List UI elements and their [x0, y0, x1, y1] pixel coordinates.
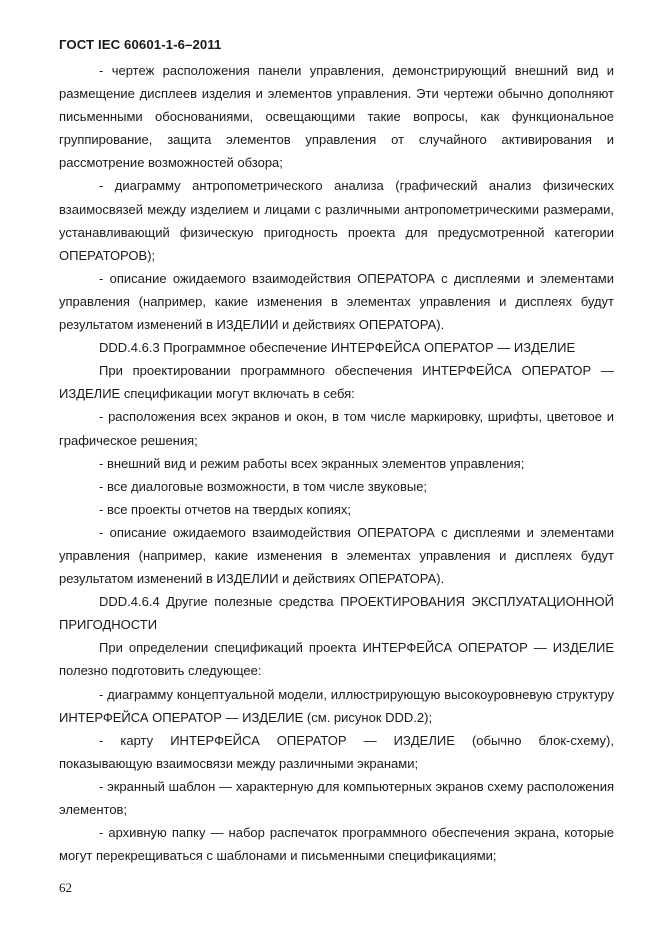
paragraph-screen-template: - экранный шаблон — характерную для компьютерных экранов схему расположения элементов;	[59, 778, 614, 817]
paragraph-anthropometric-diagram: - диаграмму антропометрического анализа (графический анализ физических взаимосвязей между изделием и лицами с различными антропометрическими размерами, устанавливающий физическую пригодность проекта для предусмотренной категории ОПЕРАТОРОВ);	[59, 178, 614, 263]
standard-header: ГОСТ IEC 60601-1-6–2011	[59, 37, 222, 52]
page-number: 62	[59, 880, 72, 895]
document-page	[59, 36, 614, 867]
paragraph-dialog-capabilities: - все диалоговые возможности, в том числе звуковые;	[99, 478, 428, 494]
paragraph-specification-intro: При определении спецификаций проекта ИНТЕРФЕЙСА ОПЕРАТОР — ИЗДЕЛИЕ полезно подготовить следующее:	[59, 640, 614, 679]
paragraph-screen-layouts: - расположения всех экранов и окон, в том числе маркировку, шрифты, цветовое и графическое решения;	[59, 409, 614, 448]
paragraph-operator-interaction-software: - описание ожидаемого взаимодействия ОПЕРАТОРА с дисплеями и элементами управления (например, какие изменения в элементах управления и дисплеях будут результатом изменений в ИЗДЕЛИИ и действиях ОПЕРАТОРА).	[59, 524, 614, 587]
paragraph-archive-folder: - архивную папку — набор распечаток программного обеспечения экрана, которые могут перекрещиваться с шаблонами и письменными спецификациями;	[59, 825, 614, 864]
paragraph-software-intro: При проектировании программного обеспечения ИНТЕРФЕЙСА ОПЕРАТОР — ИЗДЕЛИЕ спецификации могут включать в себя:	[59, 363, 614, 402]
paragraph-hardcopy-reports: - все проекты отчетов на твердых копиях;	[99, 501, 351, 517]
paragraph-interface-map: - карту ИНТЕРФЕЙСА ОПЕРАТОР — ИЗДЕЛИЕ (обычно блок-схему), показывающую взаимосвязи между различными экранами;	[59, 732, 614, 771]
paragraph-operator-interaction-hardware: - описание ожидаемого взаимодействия ОПЕРАТОРА с дисплеями и элементами управления (например, какие изменения в элементах управления и дисплеях будут результатом изменений в ИЗДЕЛИИ и действиях ОПЕРАТОРА).	[59, 270, 614, 333]
paragraph-screen-controls: - внешний вид и режим работы всех экранных элементов управления;	[99, 455, 525, 471]
section-heading-ddd-4-6-3: DDD.4.6.3 Программное обеспечение ИНТЕРФЕЙСА ОПЕРАТОР — ИЗДЕЛИЕ	[99, 340, 576, 356]
paragraph-conceptual-model: - диаграмму концептуальной модели, иллюстрирующую высокоуровневую структуру ИНТЕРФЕЙСА ОПЕРАТОР — ИЗДЕЛИЕ (см. рисунок DDD.2);	[59, 686, 614, 725]
section-heading-ddd-4-6-4: DDD.4.6.4 Другие полезные средства ПРОЕКТИРОВАНИЯ ЭКСПЛУАТАЦИОННОЙ ПРИГОДНОСТИ	[59, 594, 614, 633]
paragraph-control-panel-drawing: - чертеж расположения панели управления, демонстрирующий внешний вид и размещение дисплеев изделия и элементов управления. Эти чертежи обычно дополняют письменными обоснованиями, освещающими такие вопросы, как функциональное группирование, защита элементов управления от случайного активирования и рассмотрение возможностей обзора;	[59, 63, 614, 171]
